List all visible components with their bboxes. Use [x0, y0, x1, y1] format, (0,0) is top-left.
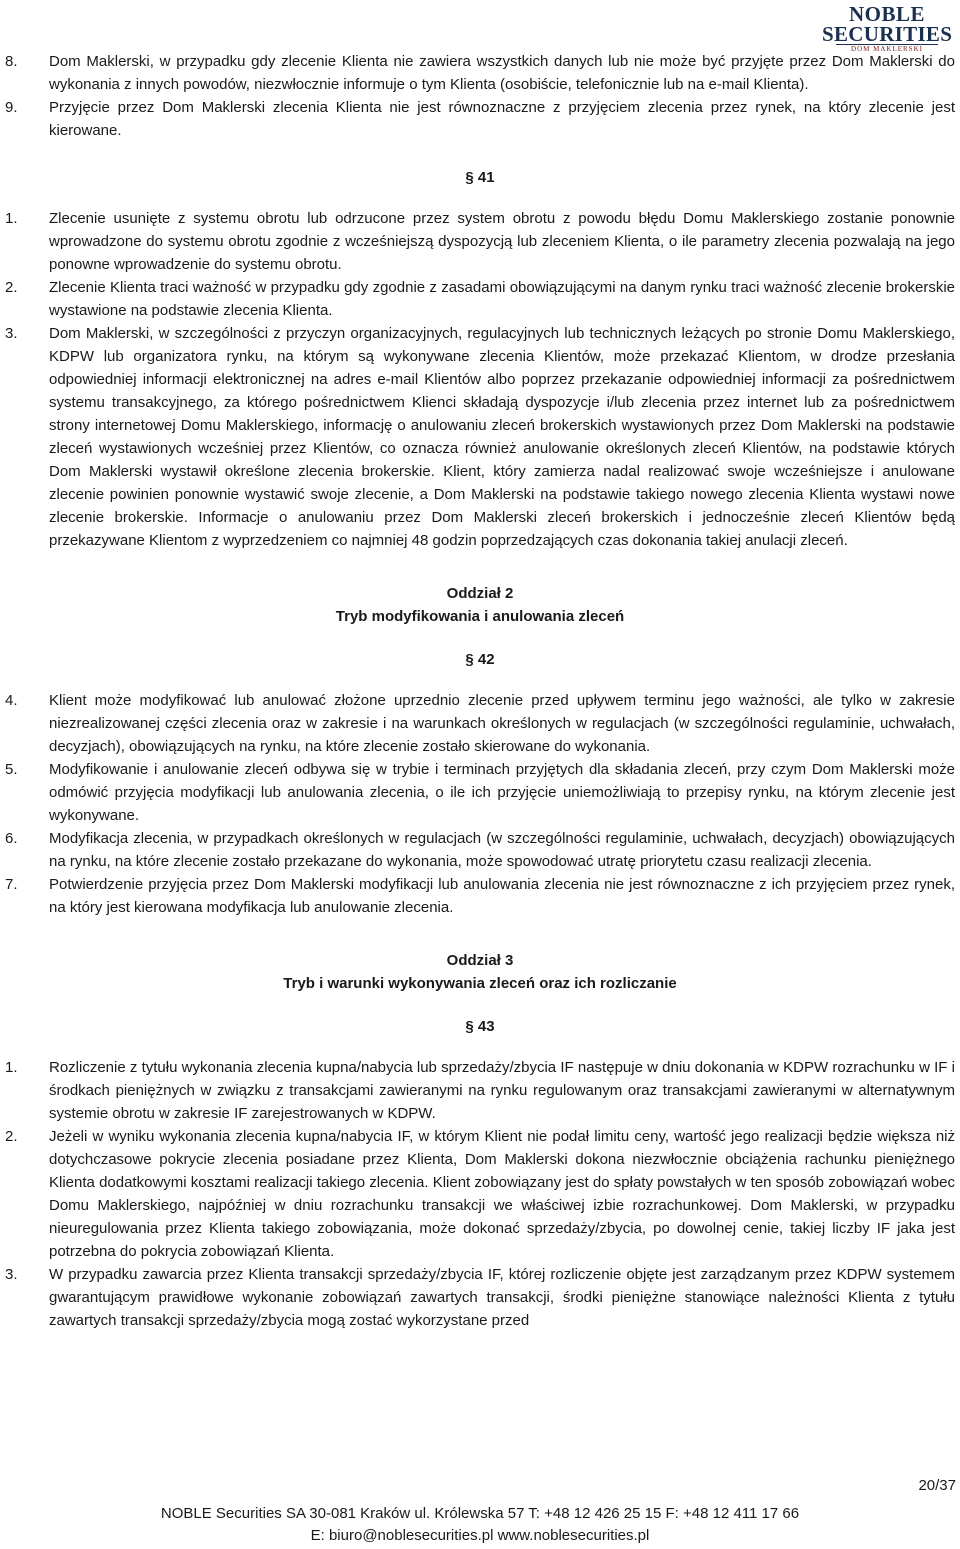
paragraph-heading-43: § 43 — [465, 1018, 495, 1035]
section-title: Oddział 3 — [446, 952, 514, 969]
item-number: 6. — [5, 830, 18, 847]
list-item — [5, 689, 955, 758]
section-heading-2 — [5, 582, 955, 628]
list-item — [5, 827, 955, 873]
logo-line3: DOM MAKLERSKI — [836, 44, 938, 54]
item-number: 3. — [5, 325, 18, 342]
list-item — [5, 207, 955, 276]
list-item — [5, 322, 955, 552]
item-number: 9. — [5, 99, 18, 116]
footer-address: NOBLE Securities SA 30-081 Kraków ul. Królewska 57 T: +48 12 426 25 15 F: +48 12 411 17 66 — [160, 1505, 800, 1522]
list-item — [5, 276, 955, 322]
logo-line2: SECURITIES — [822, 22, 953, 46]
list-item — [5, 1263, 955, 1332]
company-logo — [822, 4, 952, 54]
item-text: W przypadku zawarcia przez Klienta transakcji sprzedaży/zbycia IF, której rozliczenie objęte jest zarządzanym przez KDPW systemem gwarantującym prawidłowe wykonanie zobowiązań zawartych transakcji, środki pieniężne stanowiące należności Klienta z tytułu zawartych transakcji sprzedaży/zbycia mogą zostać wykorzystane przed — [49, 1266, 955, 1329]
item-text: Przyjęcie przez Dom Maklerski zlecenia Klienta nie jest równoznaczne z przyjęciem zlecenia przez rynek, na który zlecenie jest kierowane. — [49, 99, 955, 139]
item-number: 2. — [5, 1128, 18, 1145]
page-footer — [0, 1503, 960, 1547]
item-text: Jeżeli w wyniku wykonania zlecenia kupna/nabycia IF, w którym Klient nie podał limitu ceny, wartość jego realizacji będzie większa niż dotychczasowe pokrycie zlecenia posiadane przez Klienta, Dom Maklerski dokona niezwłocznie obciążenia rachunku pieniężnego Klienta dodatkowymi kosztami realizacji takiego zlecenia. Klient zobowiązany jest do spłaty powstałych w ten sposób zobowiązań wobec Domu Maklerskiego, najpóźniej w dniu rozrachunku transakcji we właściwej izbie rozrachunkowej. Dom Maklerski, w przypadku nieuregulowania przez Klienta takiego zobowiązania, może dokonać sprzedaży/zbycia, po dowolnej cenie, takiej liczby IF jaka jest potrzebna do pokrycia zobowiązań Klienta. — [49, 1128, 955, 1260]
section-title: Oddział 2 — [446, 585, 514, 602]
item-number: 2. — [5, 279, 18, 296]
logo-line1: NOBLE — [848, 2, 926, 26]
item-number: 5. — [5, 761, 18, 778]
section-subtitle: Tryb i warunki wykonywania zleceń oraz ich rozliczanie — [283, 975, 677, 992]
item-number: 3. — [5, 1266, 18, 1283]
paragraph-heading-41: § 41 — [465, 169, 495, 186]
footer-contact: E: biuro@noblesecurities.pl www.noblesecurities.pl — [310, 1527, 650, 1544]
item-number: 7. — [5, 876, 18, 893]
item-text: Potwierdzenie przyjęcia przez Dom Maklerski modyfikacji lub anulowania zlecenia nie jest równoznaczne z ich przyjęciem przez rynek, na który jest kierowana modyfikacja lub anulowanie zlecenia. — [49, 876, 955, 916]
page-number: 20/37 — [918, 1477, 956, 1494]
document-body — [5, 50, 955, 1332]
item-text: Klient może modyfikować lub anulować złożone uprzednio zlecenie przed upływem terminu jego ważności, ale tylko w zakresie niezrealizowanej części zlecenia oraz w zakresie i na warunkach określonych w regulacjach (w szczególności regulaminie, uchwałach, decyzjach), obowiązujących na rynku, na które zlecenie zostało skierowane do wykonania. — [49, 692, 955, 755]
list-item — [5, 873, 955, 919]
item-text: Dom Maklerski, w przypadku gdy zlecenie Klienta nie zawiera wszystkich danych lub nie może być przyjęte przez Dom Maklerski do wykonania z innych powodów, niezwłocznie informuje o tym Klienta (osobiście, telefonicznie lub na e-mail Klienta). — [49, 53, 955, 93]
list-item — [5, 758, 955, 827]
list-item — [5, 1125, 955, 1263]
list-item — [5, 50, 955, 96]
section-subtitle: Tryb modyfikowania i anulowania zleceń — [335, 608, 625, 625]
list-item — [5, 96, 955, 142]
item-number: 1. — [5, 210, 18, 227]
item-number: 8. — [5, 53, 18, 70]
item-text: Dom Maklerski, w szczególności z przyczyn organizacyjnych, regulacyjnych lub technicznych leżących po stronie Domu Maklerskiego, KDPW lub organizatora rynku, na którym są wykonywane zlecenia Klientów, może przekazać Klientom, w drodze przesłania odpowiedniej informacji elektronicznej na adres e-mail Klientów albo poprzez przekazanie odpowiedniej informacji za pośrednictwem systemu transakcyjnego, za którego pośrednictwem Klienci składają dyspozycje i/lub zlecenia przez internet lub za pośrednictwem strony internetowej Domu Maklerskiego, informację o anulowaniu zleceń brokerskich wystawionych przez Dom Maklerski na podstawie zleceń wystawionych wcześniej przez Klientów, co oznacza również anulowanie określonych zleceń Klientów, na podstawie których Dom Maklerski wystawił określone zlecenia brokerskie. Klient, który zamierza nadal realizować swoje wcześniejsze i anulowane zlecenie powinien ponownie wystawić swoje zlecenie, a Dom Maklerski na podstawie takiego nowego zlecenia Klienta wystawi nowe zlecenie brokerskie. Informacje o anulowaniu przez Dom Maklerski zleceń brokerskich i jednocześnie zleceń Klientów będą przekazywane Klientom z wyprzedzeniem co najmniej 48 godzin poprzedzających czas dokonania takiej anulacji zleceń. — [49, 325, 955, 549]
item-text: Modyfikacja zlecenia, w przypadkach określonych w regulacjach (w szczególności regulaminie, uchwałach, decyzjach) obowiązujących na rynku, na które zlecenie zostało przekazane do wykonania, może spowodować utratę priorytetu czasu realizacji zlecenia. — [49, 830, 955, 870]
item-number: 4. — [5, 692, 18, 709]
list-item — [5, 1056, 955, 1125]
paragraph-heading-42: § 42 — [465, 651, 495, 668]
item-text: Modyfikowanie i anulowanie zleceń odbywa się w trybie i terminach przyjętych dla składania zleceń, przy czym Dom Maklerski może odmówić przyjęcia modyfikacji lub anulowania zlecenia, o ile ich przyjęcie uniemożliwiają to przepisy rynku, na którym zlecenie jest wykonywane. — [49, 761, 955, 824]
item-text: Rozliczenie z tytułu wykonania zlecenia kupna/nabycia lub sprzedaży/zbycia IF następuje w dniu dokonania w KDPW rozrachunku w IF i środkach pieniężnych w związku z transakcjami zawieranymi na rynku regulowanym oraz transakcjami zawieranymi w alternatywnym systemie obrotu w zakresie IF zarejestrowanych w KDPW. — [49, 1059, 955, 1122]
section-heading-3 — [5, 949, 955, 995]
item-text: Zlecenie Klienta traci ważność w przypadku gdy zgodnie z zasadami obowiązującymi na danym rynku traci ważność zlecenie brokerskie wystawione na podstawie zlecenia Klienta. — [49, 279, 955, 319]
item-number: 1. — [5, 1059, 18, 1076]
item-text: Zlecenie usunięte z systemu obrotu lub odrzucone przez system obrotu z powodu błędu Domu Maklerskiego zostanie ponownie wprowadzone do systemu obrotu zgodnie z wcześniejszą dyspozycją lub zleceniem Klienta, o ile parametry zlecenia pozwalają na jego ponowne wprowadzenie do systemu obrotu. — [49, 210, 955, 273]
